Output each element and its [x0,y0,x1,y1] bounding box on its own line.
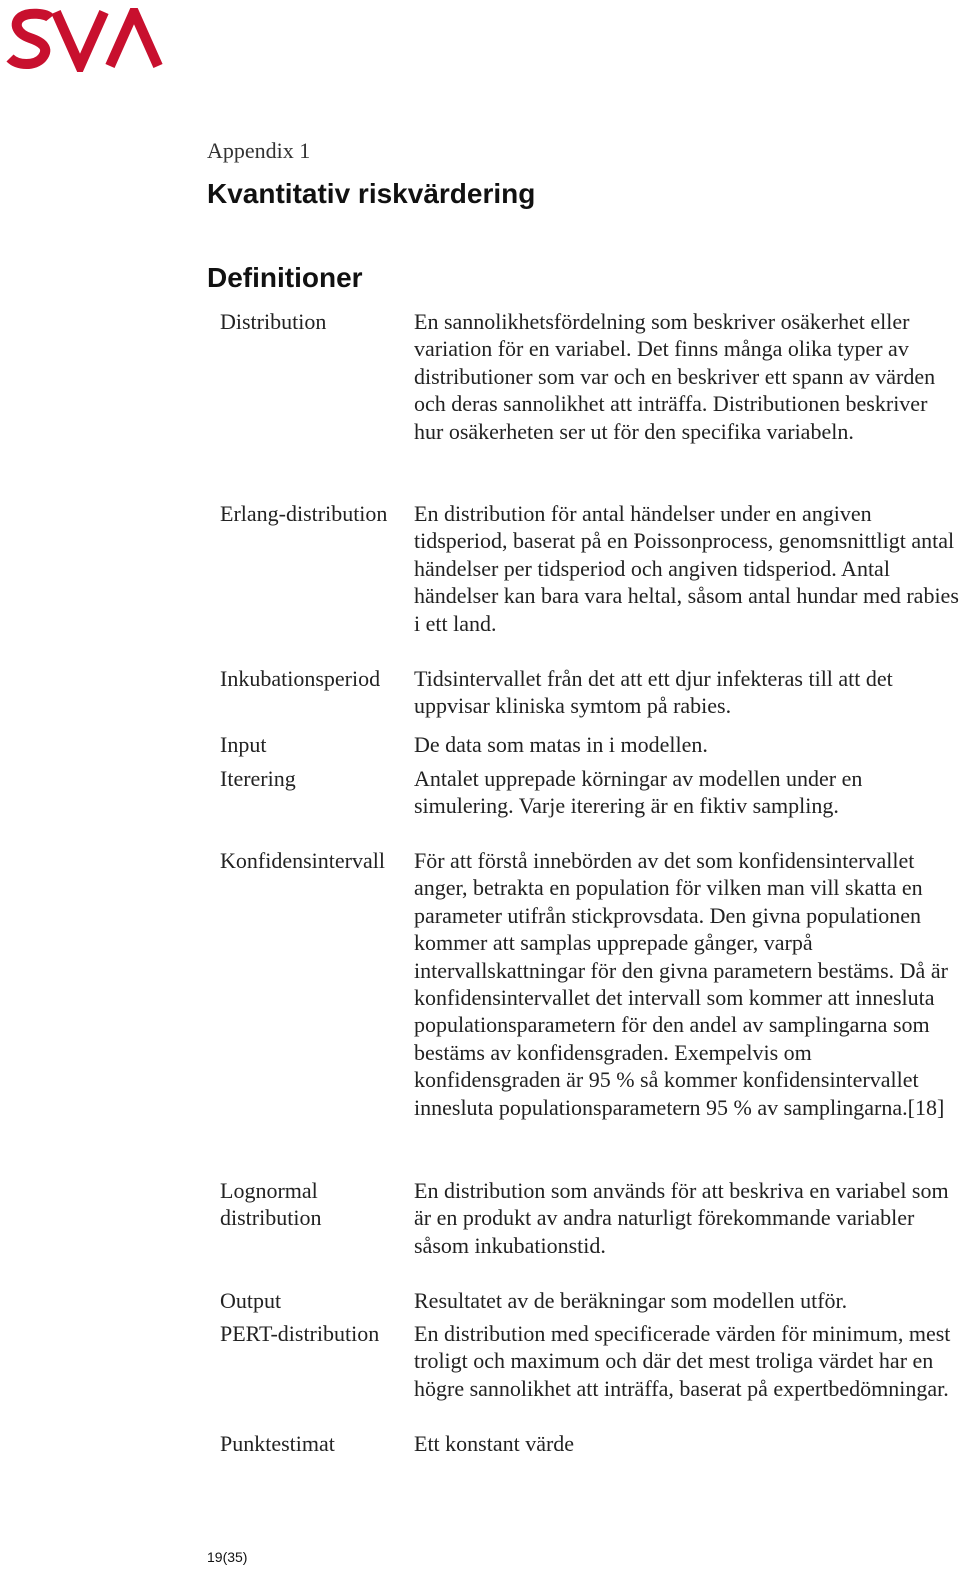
definition-term: Erlang-distribution [220,501,388,526]
definition-term: Konfidensintervall [220,848,385,873]
definition-term: Iterering [220,766,296,791]
definition-term: Inkubationsperiod [220,666,381,691]
appendix-label: Appendix 1 [207,138,311,163]
definition-term: Output [220,1288,282,1313]
definition-term: Punktestimat [220,1431,335,1456]
definition-text: Ett konstant värde [414,1431,575,1456]
sva-logo-mark [6,8,164,72]
definition-text: En distribution för antal händelser under en angiven tidsperiod, baserat på en Poissonprocess, genomsnittligt antal händelser per tidsperiod och angiven tidsperiod. Antal händelser kan bara vara heltal, såsom antal hundar med rabies i ett land. [414,501,959,636]
definition-text: För att förstå innebörden av det som konfidensintervallet anger, betrakta en population för vilken man vill skatta en parameter utifrån stickprovsdata. Den givna populationen kommer att samplas upprepade gånger, varpå intervallskattningar för den givna parametern bestäms. Då är konfidensintervallet det intervall som kommer att innesluta populationsparametern för den andel av samplingarna som bestäms av konfidensgraden. Exempelvis om konfidensgraden är 95 % så kommer konfidensintervallet innesluta populationsparametern 95 % av samplingarna.[18] [414,848,948,1120]
definition-text: Resultatet av de beräkningar som modellen utför. [414,1288,848,1313]
page-title: Kvantitativ riskvärdering [207,178,536,209]
definition-term: PERT-distribution [220,1321,380,1346]
definition-text: En sannolikhetsfördelning som beskriver osäkerhet eller variation för en variabel. Det finns många olika typer av distributioner som var och en beskriver ett spann av värden och deras sannolikhet att inträffa. Distributionen beskriver hur osäkerheten ser ut för den specifika variabeln. [414,309,936,444]
definition-term: Input [220,732,267,757]
definition-term: Lognormal distribution [220,1178,322,1231]
definition-term: Distribution [220,309,327,334]
sva-logo [6,8,164,72]
page-number: 19(35) [207,1549,248,1565]
definition-text: En distribution med specificerade värden för minimum, mest troligt och maximum och där det mest troliga värdet har en högre sannolikhet att inträffa, baserat på expertbedömningar. [414,1321,951,1401]
definition-text: Antalet upprepade körningar av modellen under en simulering. Varje iterering är en fiktiv sampling. [414,766,863,819]
definition-text: En distribution som används för att beskriva en variabel som är en produkt av andra naturligt förekommande variabler såsom inkubationstid. [414,1178,949,1258]
definition-text: Tidsintervallet från det att ett djur infekteras till att det uppvisar kliniska symtom på rabies. [414,666,893,719]
definition-text: De data som matas in i modellen. [414,732,708,757]
section-title: Definitioner [207,262,363,293]
